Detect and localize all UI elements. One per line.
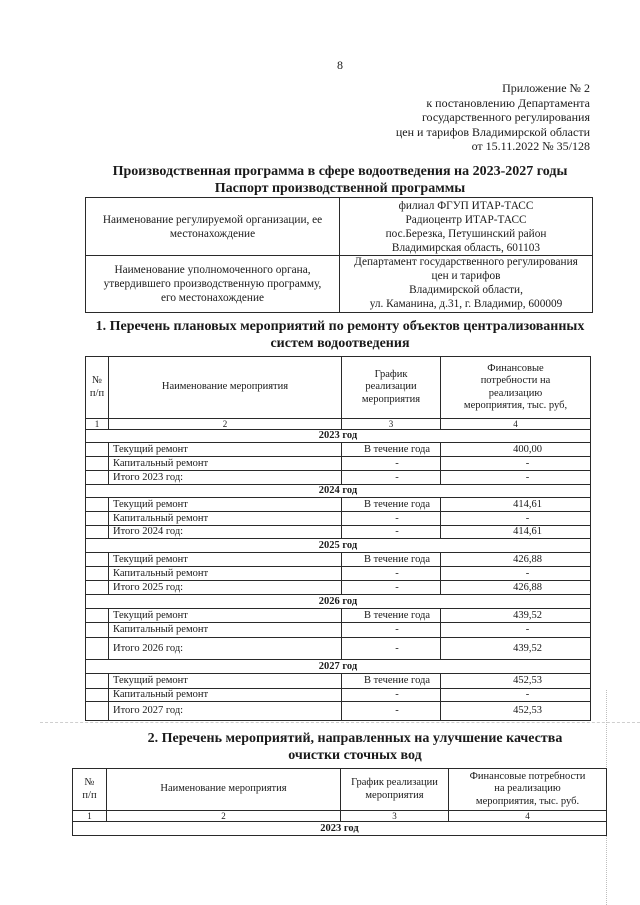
cell-amount: 400,00 xyxy=(441,443,591,457)
cell-amount: - xyxy=(441,567,591,581)
cell-activity-name: Текущий ремонт xyxy=(109,443,342,457)
page-number: 8 xyxy=(337,58,343,72)
cell-activity-name: Капитальный ремонт xyxy=(109,512,342,526)
year-label: 2026 год xyxy=(86,595,591,609)
passport-value-line: филиал ФГУП ИТАР-ТАСС xyxy=(398,199,534,212)
cell-number xyxy=(86,471,109,485)
passport-label-line: утвердившего производственную программу, xyxy=(103,278,322,290)
cell-activity-name: Итого 2024 год: xyxy=(109,526,342,539)
cell-schedule: - xyxy=(342,638,441,660)
column-number: 1 xyxy=(86,419,109,430)
cell-activity-name: Текущий ремонт xyxy=(109,609,342,623)
appendix-line: цен и тарифов Владимирской области xyxy=(395,124,590,139)
header-line: мероприятия, тыс. руб. xyxy=(475,795,580,807)
year-label: 2023 год xyxy=(73,822,607,836)
cell-schedule: В течение года xyxy=(342,609,441,623)
cell-number xyxy=(86,567,109,581)
repair-plan-table-body xyxy=(86,357,591,721)
appendix-line: государственного регулирования xyxy=(421,110,590,124)
table-row xyxy=(86,457,591,471)
cell-schedule: - xyxy=(342,623,441,638)
cell-schedule: - xyxy=(342,471,441,485)
header-line: мероприятия xyxy=(361,393,421,405)
passport-row xyxy=(86,198,593,256)
table-row xyxy=(86,526,591,539)
cell-amount: - xyxy=(441,623,591,638)
passport-label-cell xyxy=(86,198,340,256)
cell-schedule: В течение года xyxy=(342,674,441,689)
cell-schedule: - xyxy=(342,581,441,595)
year-label: 2025 год xyxy=(86,539,591,553)
appendix-line: от 15.11.2022 № 35/128 xyxy=(471,139,590,153)
column-number: 4 xyxy=(449,811,607,822)
table-row xyxy=(86,623,591,638)
header-line: п/п xyxy=(82,789,97,801)
table-row xyxy=(86,567,591,581)
table-header-row xyxy=(73,769,607,811)
passport-value-line: ул. Каманина, д.31, г. Владимир, 600009 xyxy=(369,297,563,310)
header-line: реализацию xyxy=(488,387,543,399)
scan-artifact-line xyxy=(40,722,640,723)
cell-schedule: - xyxy=(342,689,441,702)
header-line: График реализации xyxy=(351,777,438,788)
cell-schedule: - xyxy=(342,512,441,526)
header-finance xyxy=(441,357,591,419)
table-row xyxy=(86,498,591,512)
cell-number xyxy=(86,443,109,457)
column-number: 3 xyxy=(341,811,449,822)
title-line: Производственная программа в сфере водоотведения на 2023-2027 годы xyxy=(112,164,568,179)
passport-value-line: Радиоцентр ИТАР-ТАСС xyxy=(405,213,527,226)
repair-plan-table xyxy=(85,356,591,721)
header-activity-name xyxy=(109,357,342,419)
table-row xyxy=(86,689,591,702)
year-row xyxy=(86,430,591,443)
cell-activity-name: Итого 2027 год: xyxy=(109,702,342,721)
table-row xyxy=(86,674,591,689)
header-finance xyxy=(449,769,607,811)
passport-value-cell xyxy=(340,198,593,256)
year-row xyxy=(73,822,607,836)
cell-activity-name: Капитальный ремонт xyxy=(109,689,342,702)
cell-amount: 414,61 xyxy=(441,498,591,512)
passport-label-line: его местонахождение xyxy=(160,292,265,304)
passport-value-line: Владимирская область, 601103 xyxy=(391,241,541,254)
appendix-line: Приложение № 2 xyxy=(502,81,590,95)
header-schedule xyxy=(341,769,449,811)
wastewater-quality-table xyxy=(72,768,607,836)
table-row xyxy=(86,638,591,660)
year-label: 2023 год xyxy=(86,430,591,443)
cell-number xyxy=(86,526,109,539)
cell-number xyxy=(86,498,109,512)
cell-number xyxy=(86,689,109,702)
cell-amount: - xyxy=(441,512,591,526)
cell-activity-name: Итого 2025 год: xyxy=(109,581,342,595)
section-heading-line: очистки сточных вод xyxy=(288,748,422,763)
header-line: мероприятия xyxy=(365,789,424,801)
section-heading-line: 2. Перечень мероприятий, направленных на улучшение качества xyxy=(147,731,563,746)
column-number-row xyxy=(73,811,607,822)
section-2-heading xyxy=(90,730,620,764)
passport-table-body xyxy=(86,198,593,313)
year-row xyxy=(86,660,591,674)
column-number-row xyxy=(86,419,591,430)
table-header-row xyxy=(86,357,591,419)
cell-number xyxy=(86,581,109,595)
cell-activity-name: Капитальный ремонт xyxy=(109,457,342,471)
passport-label-cell xyxy=(86,256,340,313)
cell-number xyxy=(86,553,109,567)
table-row xyxy=(86,581,591,595)
passport-value-line: пос.Березка, Петушинский район xyxy=(385,227,547,240)
cell-number xyxy=(86,457,109,471)
cell-activity-name: Текущий ремонт xyxy=(109,553,342,567)
year-row xyxy=(86,595,591,609)
cell-amount: 439,52 xyxy=(441,638,591,660)
cell-activity-name: Текущий ремонт xyxy=(109,674,342,689)
header-line: График xyxy=(374,368,408,380)
header-line: № xyxy=(84,777,95,788)
cell-amount: 426,88 xyxy=(441,553,591,567)
year-label: 2024 год xyxy=(86,485,591,498)
column-number: 3 xyxy=(342,419,441,430)
cell-number xyxy=(86,623,109,638)
passport-value-line: цен и тарифов xyxy=(431,270,501,283)
cell-number xyxy=(86,512,109,526)
header-line: № xyxy=(91,375,103,386)
wastewater-quality-table-body xyxy=(73,769,607,836)
cell-amount: - xyxy=(441,471,591,485)
year-label: 2027 год xyxy=(86,660,591,674)
cell-amount: - xyxy=(441,689,591,702)
header-line: реализации xyxy=(365,381,417,393)
passport-row xyxy=(86,256,593,313)
cell-amount: 426,88 xyxy=(441,581,591,595)
table-row xyxy=(86,553,591,567)
cell-amount: 414,61 xyxy=(441,526,591,539)
passport-value-line: Департамент государственного регулирования xyxy=(354,256,578,269)
passport-value-line: Владимирской области, xyxy=(409,284,523,296)
cell-schedule: - xyxy=(342,457,441,471)
cell-schedule: В течение года xyxy=(342,498,441,512)
section-heading-line: систем водоотведения xyxy=(270,336,410,351)
cell-activity-name: Капитальный ремонт xyxy=(109,567,342,581)
cell-activity-name: Капитальный ремонт xyxy=(109,623,342,638)
header-line: на реализацию xyxy=(494,783,561,795)
header-line: п/п xyxy=(89,387,105,399)
cell-number xyxy=(86,674,109,689)
cell-activity-name: Итого 2023 год: xyxy=(109,471,342,485)
document-title xyxy=(60,163,620,197)
section-heading-line: 1. Перечень плановых мероприятий по ремонту объектов централизованных xyxy=(95,319,585,334)
passport-value-cell xyxy=(340,256,593,313)
header-number xyxy=(73,769,107,811)
column-number: 2 xyxy=(109,419,342,430)
column-number: 1 xyxy=(73,811,107,822)
passport-label-line: Наименование регулируемой организации, ее xyxy=(102,213,323,226)
cell-activity-name: Текущий ремонт xyxy=(109,498,342,512)
cell-activity-name: Итого 2026 год: xyxy=(109,638,342,660)
appendix-header xyxy=(396,81,590,154)
header-schedule xyxy=(342,357,441,419)
header-line: потребности на xyxy=(480,375,551,386)
cell-schedule: - xyxy=(342,526,441,539)
table-row xyxy=(86,471,591,485)
appendix-line: к постановлению Департамента xyxy=(426,95,590,110)
header-line: Финансовые потребности xyxy=(469,770,586,782)
cell-schedule: - xyxy=(342,702,441,721)
table-row xyxy=(86,443,591,457)
passport-label-line: Наименование уполномоченного органа, xyxy=(114,264,311,276)
cell-amount: 452,53 xyxy=(441,702,591,721)
cell-amount: 439,52 xyxy=(441,609,591,623)
table-row xyxy=(86,702,591,721)
table-row xyxy=(86,512,591,526)
column-number: 2 xyxy=(107,811,341,822)
cell-schedule: В течение года xyxy=(342,443,441,457)
passport-table xyxy=(85,197,593,313)
column-number: 4 xyxy=(441,419,591,430)
section-1-heading xyxy=(70,318,610,352)
header-number xyxy=(86,357,109,419)
cell-schedule: В течение года xyxy=(342,553,441,567)
header-line: мероприятия, тыс. руб, xyxy=(463,400,568,411)
header-line: Финансовые xyxy=(487,362,544,374)
cell-amount: 452,53 xyxy=(441,674,591,689)
cell-number xyxy=(86,638,109,660)
cell-number xyxy=(86,609,109,623)
subtitle-line: Паспорт производственной программы xyxy=(214,181,466,196)
table-row xyxy=(86,609,591,623)
year-row xyxy=(86,485,591,498)
year-row xyxy=(86,539,591,553)
passport-label-line: местонахождение xyxy=(169,227,256,240)
header-activity-name xyxy=(107,769,341,811)
header-line: Наименование мероприятия xyxy=(160,783,287,795)
cell-number xyxy=(86,702,109,721)
cell-amount: - xyxy=(441,457,591,471)
cell-schedule: - xyxy=(342,567,441,581)
header-line: Наименование мероприятия xyxy=(161,381,289,393)
